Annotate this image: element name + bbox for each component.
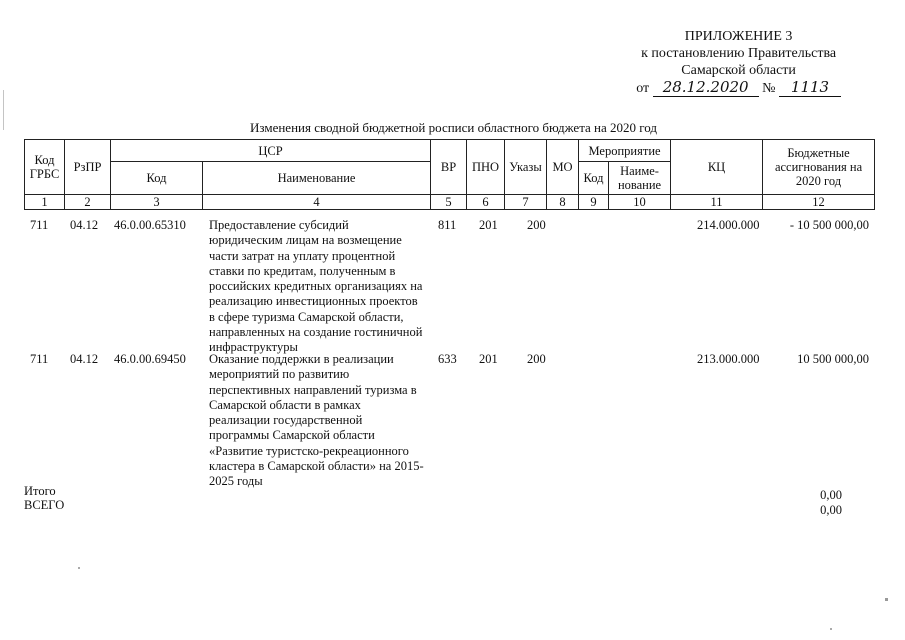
appendix-title: ПРИЛОЖЕНИЕ 3 <box>684 29 793 44</box>
total-label: Итого <box>24 484 56 498</box>
cell-vr: 811 <box>438 218 457 232</box>
appendix-block <box>636 28 841 97</box>
header-rzpr: РзПР <box>65 140 111 195</box>
column-number: 12 <box>763 195 875 210</box>
header-csr: ЦСР <box>111 140 431 162</box>
cell-pno: 201 <box>479 218 498 232</box>
header-budget: Бюджетные ассигнования на 2020 год <box>763 140 875 195</box>
header-pno: ПНО <box>467 140 505 195</box>
cell-name: Оказание поддержки в реализации мероприятий по развитию перспективных направлений туризма в Самарской области в рамках реализации государственной программы Самарской области «Развитие туристско-рекреационного кластера в Самарской области» на 2015-2025 годы <box>209 352 424 489</box>
column-number: 10 <box>609 195 671 210</box>
header-mer-kod: Код <box>579 162 609 195</box>
total-value: 0,00 <box>820 488 842 502</box>
document-title: Изменения сводной бюджетной росписи областного бюджета на 2020 год <box>250 120 658 135</box>
cell-amount: 10 500 000,00 <box>797 352 869 366</box>
header-ukazy: Указы <box>505 140 547 195</box>
scan-speck <box>78 567 80 569</box>
grand-total-label: ВСЕГО <box>24 498 65 512</box>
cell-name: Предоставление субсидий юридическим лицам на возмещение части затрат на уплату процентной ставки по кредитам, полученным в российских кредитных организациях на реализацию инвестиционных проектов в сфере туризма Самарской области, направленных на создание гостиничной инфраструктуры <box>209 218 423 355</box>
cell-grbs: 711 <box>30 352 49 366</box>
header-vr: ВР <box>431 140 467 195</box>
column-number: 9 <box>579 195 609 210</box>
cell-kc: 213.000.000 <box>697 352 760 366</box>
appendix-line-2: к постановлению Правительства <box>641 46 837 61</box>
cell-amount: - 10 500 000,00 <box>789 218 869 232</box>
cell-ukazy: 200 <box>527 218 546 232</box>
cell-csr: 46.0.00.69450 <box>114 352 186 366</box>
column-number: 4 <box>203 195 431 210</box>
header-mo: МО <box>547 140 579 195</box>
number-label: № <box>762 81 776 96</box>
column-number-row <box>25 195 875 210</box>
table-header <box>24 139 875 210</box>
header-csr-name: Наименование <box>203 162 431 195</box>
column-number: 1 <box>25 195 65 210</box>
column-number: 6 <box>467 195 505 210</box>
from-label: от <box>636 81 650 96</box>
grand-total-value: 0,00 <box>820 503 842 517</box>
column-number: 2 <box>65 195 111 210</box>
header-kc: КЦ <box>671 140 763 195</box>
cell-rzpr: 04.12 <box>70 218 99 232</box>
cell-pno: 201 <box>479 352 498 366</box>
appendix-number: 1113 <box>779 79 841 97</box>
appendix-line-3: Самарской области <box>681 63 796 78</box>
scan-speck <box>885 598 888 601</box>
cell-ukazy: 200 <box>527 352 546 366</box>
header-csr-kod: Код <box>111 162 203 195</box>
cell-rzpr: 04.12 <box>70 352 99 366</box>
cell-csr: 46.0.00.65310 <box>114 218 186 232</box>
column-number: 8 <box>547 195 579 210</box>
cell-grbs: 711 <box>30 218 49 232</box>
column-number: 3 <box>111 195 203 210</box>
column-number: 5 <box>431 195 467 210</box>
header-mer-name: Наиме- нование <box>609 162 671 195</box>
appendix-date-line <box>636 79 841 97</box>
column-number: 7 <box>505 195 547 210</box>
cell-kc: 214.000.000 <box>697 218 760 232</box>
scan-speck <box>830 628 832 630</box>
header-kod-grbs: Код ГРБС <box>25 140 65 195</box>
column-number: 11 <box>671 195 763 210</box>
cell-vr: 633 <box>438 352 457 366</box>
appendix-date: 28.12.2020 <box>653 79 759 97</box>
header-meropriyatie: Мероприятие <box>579 140 671 162</box>
scan-speck <box>3 90 4 130</box>
